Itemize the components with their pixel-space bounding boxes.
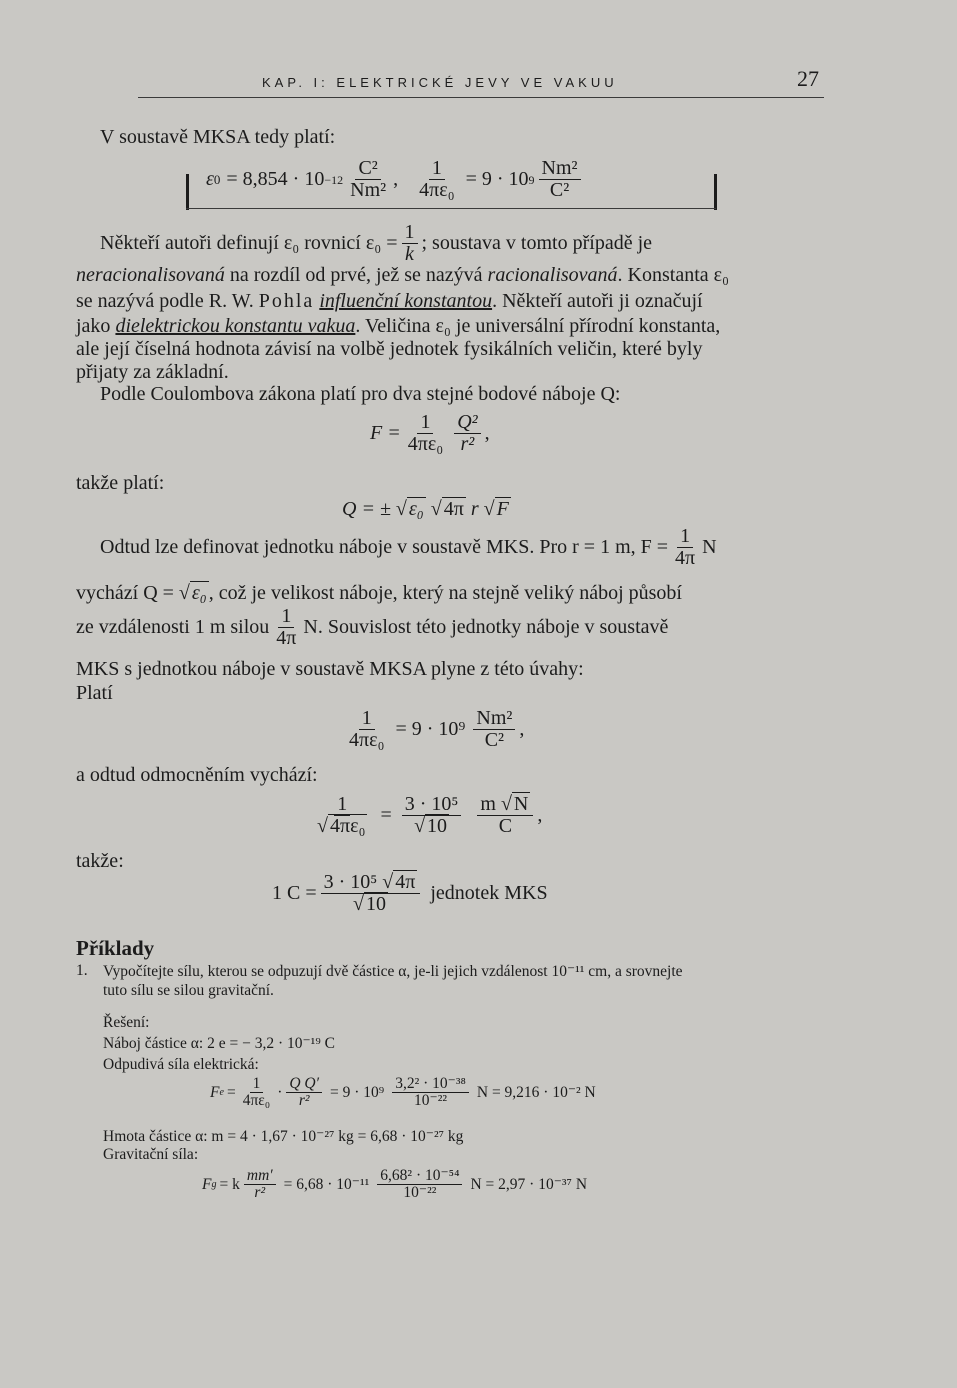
equation-eps0-value: ε 0 = 8,854 · 10 −12 $\frac{\text{C²}}{\text{Nm²}}$ , $\frac{1}{\text{4πε₀}}$ = 9 · 10 9 $\frac{\text{Nm²}}{\text{C²}}$: [206, 158, 585, 201]
equation-root: $\frac{1}{\text{√ 4πε₀}}$ = $\frac{\text{3 · 10⁵}}{√ 10}$ $\frac{m √ N}{C}$ ,: [317, 793, 543, 837]
mass-line: Hmota částice α: m = 4 · 1,67 · 10⁻²⁷ kg = 6,68 · 10⁻²⁷ kg: [103, 1128, 464, 1145]
charge-line: Náboj částice α: 2 e = − 3,2 · 10⁻¹⁹ C: [103, 1035, 335, 1052]
example-1-line-1: Vypočítejte sílu, kterou se odpuzují dvě částice α, je-li jejich vzdálenost 10⁻¹¹ cm, a srovnejte: [103, 963, 683, 980]
paragraph-line-10: ze vzdálenosti 1 m silou $\frac{1}{4\pi}$ N. Souvislost této jednotky náboje v soustavě: [76, 605, 669, 649]
takze-plati-label: takže platí:: [76, 472, 165, 494]
examples-heading: Příklady: [76, 936, 155, 960]
box-right-bar: [714, 174, 717, 210]
gravity-label: Gravitační síla:: [103, 1146, 199, 1163]
paragraph-line-6: přijaty za základní.: [76, 361, 229, 383]
box-bottom-rule: [186, 208, 716, 209]
paragraph-line-4: jako dielektrickou konstantu vakua. Veličina ε₀ je universální přírodní konstanta,: [76, 315, 721, 337]
equation-gravity-force: F g = k $\frac{mm'}{\text{r²}}$ = 6,68 · 10⁻¹¹ $\frac{\text{6,68² · 10⁻⁵⁴}}{\text{10⁻²²}}$ N = 2,97 · 10⁻³⁷ N: [202, 1167, 588, 1202]
equation-coulomb: F = $\frac{1}{\text{4πε₀}}$ $\frac{\text{Q²}}{\text{r²}}$ ,: [370, 411, 490, 455]
equation-k-value: $\frac{1}{\text{4πε₀}}$ = 9 · 10⁹ $\frac{\text{Nm²}}{\text{C²}}$ ,: [349, 707, 525, 751]
paragraph-line-1: Někteří autoři definují ε₀ rovnicí ε₀ = $\frac{1}{k}$ ; soustava v tomto případě je: [100, 221, 653, 265]
running-title: KAP. I: ELEKTRICKÉ JEVY VE VAKUU: [262, 75, 618, 90]
takze-label: takže:: [76, 850, 124, 872]
paragraph-line-11: MKS s jednotkou náboje v soustavě MKSA plyne z této úvahy:: [76, 658, 584, 680]
paragraph-line-7: Podle Coulombova zákona platí pro dva stejné bodové náboje Q:: [100, 383, 621, 405]
paragraph-line-12: Platí: [76, 682, 113, 704]
paragraph-line-5: ale její číselná hodnota závisí na volbě jednotek fysikálních veličin, které byly: [76, 338, 703, 360]
paragraph-line-9: vychází Q = √ ε₀ , což je velikost náboje, který na stejně veliký náboj působí: [76, 582, 682, 604]
header-rule: [138, 97, 824, 98]
paragraph-line-3: se nazývá podle R. W. Pohla influenční konstantou. Někteří autoři ji označují: [76, 290, 703, 312]
equation-electric-force: F e = $\frac{1}{\text{4πε₀}}$ · $\frac{\text{Q Q′}}{\text{r²}}$ = 9 · 10⁹ $\frac{\text{3,2² · 10⁻³⁸}}{\text{10⁻²²}}$ N = 9,216 · 10⁻² N: [210, 1075, 596, 1110]
example-1-line-2: tuto sílu se silou gravitační.: [103, 982, 274, 999]
solution-label: Řešení:: [103, 1014, 150, 1031]
paragraph-line-13: a odtud odmocněním vychází:: [76, 764, 318, 786]
intro-line: V soustavě MKSA tedy platí:: [100, 126, 336, 148]
page-number: 27: [797, 66, 819, 91]
example-1-number: 1.: [76, 962, 88, 979]
equation-coulomb-unit: 1 C = $\frac{\text{3 · 10⁵ √ 4π}}{√ 10}$ jednotek MKS: [272, 871, 548, 915]
box-left-bar: [186, 174, 189, 210]
paragraph-line-2: neracionalisovaná na rozdíl od prvé, jež se nazývá racionalisovaná. Konstanta ε₀: [76, 264, 730, 286]
repulsion-label: Odpudivá síla elektrická:: [103, 1056, 259, 1073]
equation-charge: Q = ± √ ε₀ √ 4π r √ F: [342, 498, 509, 520]
paragraph-line-8: Odtud lze definovat jednotku náboje v soustavě MKS. Pro r = 1 m, F = $\frac{1}{4\pi}$ N: [100, 525, 717, 569]
